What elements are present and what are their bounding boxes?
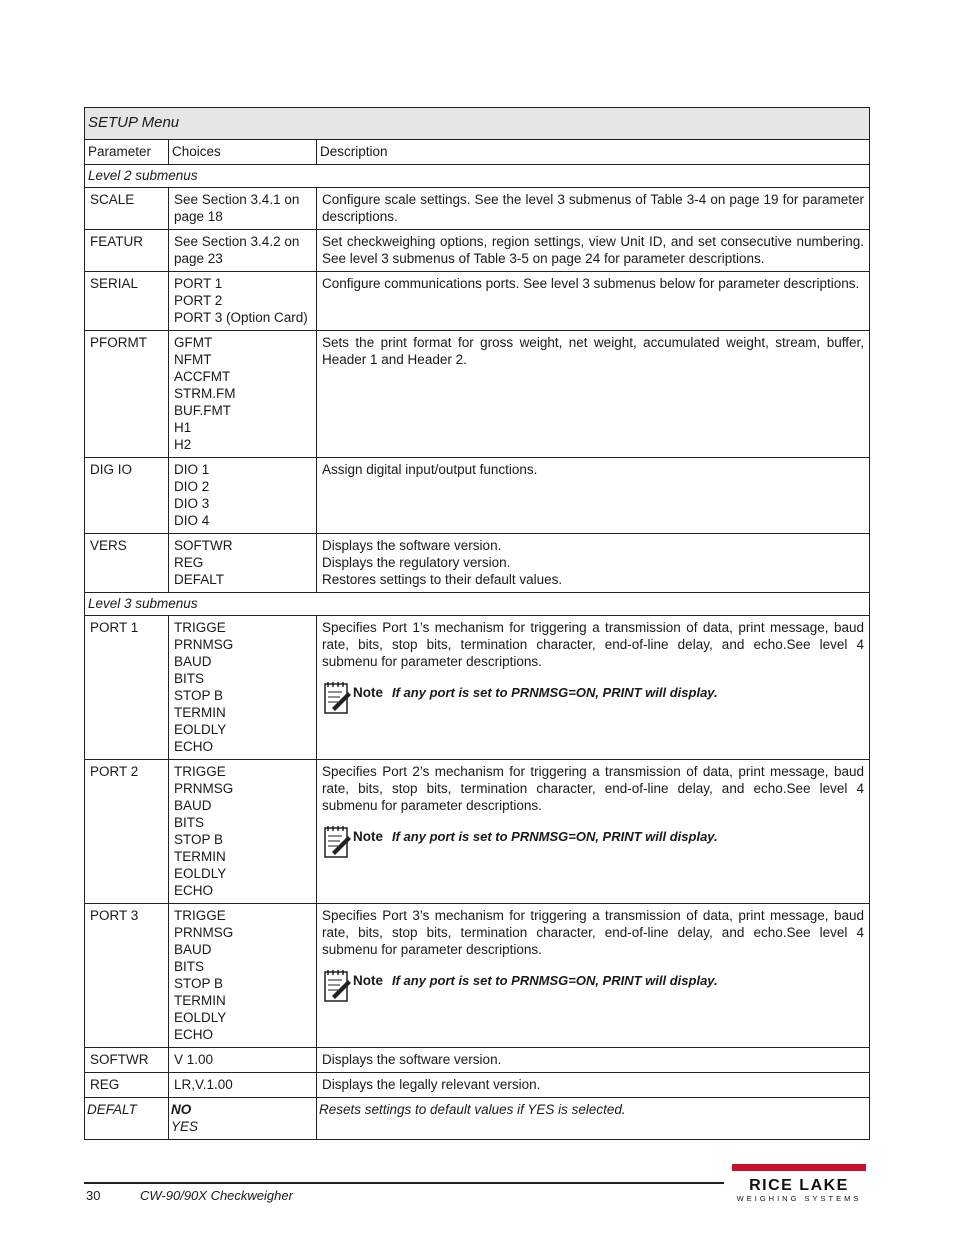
choice-item: SOFTWR: [174, 538, 233, 553]
choice-item: TERMIN: [174, 849, 226, 864]
table-row-defalt: [85, 1098, 870, 1140]
choice-item: PRNMSG: [174, 781, 234, 796]
table-row: [85, 1048, 870, 1073]
param-cell: SCALE: [85, 188, 169, 230]
param-cell: REG: [85, 1073, 169, 1098]
choice-item: BAUD: [174, 654, 212, 669]
param-cell: PORT 1: [85, 616, 169, 760]
document-title: CW-90/90X Checkweigher: [140, 1188, 293, 1203]
note-label: Note: [353, 973, 383, 988]
choices-defalt: [169, 1098, 317, 1140]
desc-defalt: Resets settings to default values if YES is selected.: [317, 1098, 870, 1140]
description-text: Specifies Port 1’s mechanism for triggering a transmission of data, print message, baud rate, bits, stop bits, termination character, end-of-line delay, and echo.See level 4 submenu for parameter descriptions.: [322, 620, 864, 669]
choices-cell: [169, 458, 317, 534]
choices-cell: [169, 760, 317, 904]
choice-item: DEFALT: [174, 572, 225, 587]
description-cell: [317, 188, 870, 230]
param-cell: DIG IO: [85, 458, 169, 534]
table-row: [85, 188, 870, 230]
description-line: Sets the print format for gross weight, net weight, accumulated weight, stream, buffer, Header 1 and Header 2.: [322, 335, 864, 367]
choices-cell: [169, 904, 317, 1048]
note-text: If any port is set to PRNMSG=ON, PRINT will display.: [392, 685, 718, 700]
choice-item: EOLDLY: [174, 1010, 227, 1025]
level3-rows: [85, 616, 870, 1098]
table-title: SETUP Menu: [85, 108, 870, 140]
choices-cell: [169, 534, 317, 593]
description-cell: [317, 458, 870, 534]
choice-item: ECHO: [174, 1027, 214, 1042]
page-number: 30: [86, 1188, 101, 1203]
description-cell: [317, 331, 870, 458]
footer-rule: [84, 1182, 724, 1184]
choice-item: H1: [174, 420, 192, 435]
table-row: [85, 760, 870, 904]
description-line: Configure scale settings. See the level 3 submenus of Table 3-4 on page 19 for parameter descriptions.: [322, 192, 864, 224]
logo-subtext: WEIGHING SYSTEMS: [736, 1194, 862, 1203]
choices-cell: V 1.00: [169, 1048, 317, 1073]
param-cell: PFORMT: [85, 331, 169, 458]
choice-no: NO: [171, 1102, 192, 1117]
choices-cell: [169, 272, 317, 331]
choice-item: STOP B: [174, 688, 224, 703]
choice-item: TERMIN: [174, 705, 226, 720]
choice-item: DIO 3: [174, 496, 210, 511]
choice-item: TRIGGE: [174, 764, 226, 779]
description-cell: [317, 760, 870, 904]
table-row: [85, 1073, 870, 1098]
header-choices: Choices: [169, 140, 317, 165]
table-row: [85, 616, 870, 760]
choice-item: STOP B: [174, 976, 224, 991]
choice-item: TERMIN: [174, 993, 226, 1008]
param-cell: PORT 2: [85, 760, 169, 904]
choice-item: BAUD: [174, 798, 212, 813]
note-box: [322, 684, 864, 716]
notepad-icon: [322, 968, 352, 1004]
choice-item: BUF.FMT: [174, 403, 231, 418]
rice-lake-logo: [728, 1164, 870, 1204]
choice-item: DIO 1: [174, 462, 210, 477]
description-line: Configure communications ports. See level 3 submenus below for parameter descriptions.: [322, 276, 860, 291]
choice-item: REG: [174, 555, 204, 570]
choice-item: See Section 3.4.1 on page 18: [174, 192, 300, 224]
choice-item: PRNMSG: [174, 637, 234, 652]
choice-item: DIO 2: [174, 479, 210, 494]
description-cell: [317, 272, 870, 331]
description-cell: Displays the software version.: [317, 1048, 870, 1073]
description-line: Set checkweighing options, region settings, view Unit ID, and set consecutive numbering. See level 3 submenus of Table 3-5 on page 24 for parameter descriptions.: [322, 234, 864, 266]
description-line: Displays the regulatory version.: [322, 555, 511, 570]
choice-item: BAUD: [174, 942, 212, 957]
choice-item: PORT 1: [174, 276, 223, 291]
table-row: [85, 272, 870, 331]
choice-yes: YES: [171, 1119, 199, 1134]
choice-item: BITS: [174, 671, 205, 686]
note-text: If any port is set to PRNMSG=ON, PRINT will display.: [392, 829, 718, 844]
description-text: Specifies Port 3’s mechanism for triggering a transmission of data, print message, baud rate, bits, stop bits, termination character, end-of-line delay, and echo.See level 4 submenu for parameter descriptions.: [322, 908, 864, 957]
choice-item: STOP B: [174, 832, 224, 847]
choice-item: PRNMSG: [174, 925, 234, 940]
choice-item: DIO 4: [174, 513, 210, 528]
choice-item: STRM.FM: [174, 386, 236, 401]
choice-item: PORT 3 (Option Card): [174, 310, 308, 325]
choice-item: ACCFMT: [174, 369, 231, 384]
choice-item: H2: [174, 437, 192, 452]
table-row: [85, 904, 870, 1048]
description-cell: Displays the legally relevant version.: [317, 1073, 870, 1098]
section-level2: Level 2 submenus: [85, 165, 870, 188]
notepad-icon: [322, 824, 352, 860]
description-text: Specifies Port 2’s mechanism for triggering a transmission of data, print message, baud rate, bits, stop bits, termination character, end-of-line delay, and echo.See level 4 submenu for parameter descriptions.: [322, 764, 864, 813]
table-row: [85, 458, 870, 534]
note-box: [322, 972, 864, 1004]
table-row: [85, 331, 870, 458]
description-line: Assign digital input/output functions.: [322, 462, 538, 477]
section-level3: Level 3 submenus: [85, 593, 870, 616]
choices-cell: [169, 331, 317, 458]
choices-cell: LR,V.1.00: [169, 1073, 317, 1098]
param-cell: SERIAL: [85, 272, 169, 331]
choice-item: TRIGGE: [174, 620, 226, 635]
choice-item: NFMT: [174, 352, 212, 367]
note-box: [322, 828, 864, 860]
choice-item: BITS: [174, 959, 205, 974]
note-text: If any port is set to PRNMSG=ON, PRINT will display.: [392, 973, 718, 988]
choice-item: See Section 3.4.2 on page 23: [174, 234, 300, 266]
note-label: Note: [353, 685, 383, 700]
param-cell: FEATUR: [85, 230, 169, 272]
description-line: Restores settings to their default values.: [322, 572, 563, 587]
header-parameter: Parameter: [85, 140, 169, 165]
description-line: Displays the software version.: [322, 538, 502, 553]
choices-cell: [169, 230, 317, 272]
choice-item: EOLDLY: [174, 722, 227, 737]
description-cell: [317, 534, 870, 593]
description-cell: [317, 230, 870, 272]
choice-item: PORT 2: [174, 293, 223, 308]
table-row: [85, 534, 870, 593]
param-cell: SOFTWR: [85, 1048, 169, 1073]
param-cell: PORT 3: [85, 904, 169, 1048]
param-defalt: DEFALT: [85, 1098, 169, 1140]
logo-text: RICE LAKE: [749, 1177, 849, 1194]
choices-cell: [169, 188, 317, 230]
description-cell: [317, 904, 870, 1048]
description-cell: [317, 616, 870, 760]
setup-menu-table: [84, 107, 870, 1140]
choice-item: TRIGGE: [174, 908, 226, 923]
level2-rows: [85, 188, 870, 593]
choice-item: EOLDLY: [174, 866, 227, 881]
header-description: Description: [317, 140, 870, 165]
param-cell: VERS: [85, 534, 169, 593]
note-label: Note: [353, 829, 383, 844]
choice-item: BITS: [174, 815, 205, 830]
notepad-icon: [322, 680, 352, 716]
choice-item: GFMT: [174, 335, 213, 350]
choice-item: ECHO: [174, 883, 214, 898]
table-row: [85, 230, 870, 272]
choice-item: ECHO: [174, 739, 214, 754]
choices-cell: [169, 616, 317, 760]
